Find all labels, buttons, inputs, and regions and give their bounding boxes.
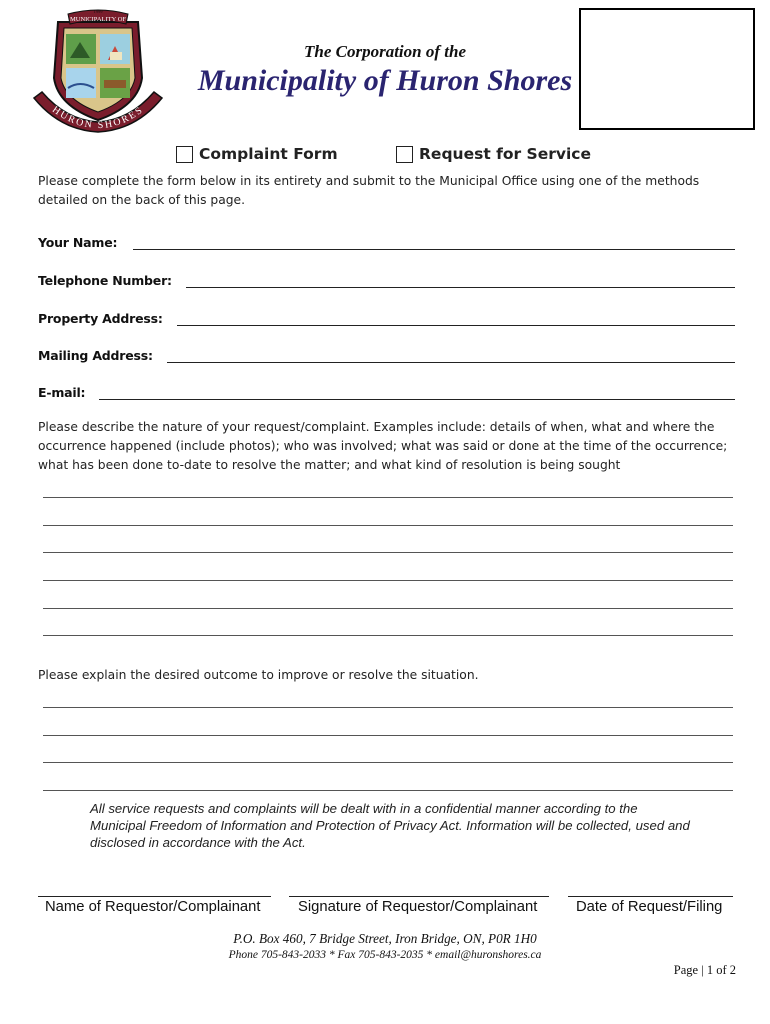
- description-line[interactable]: [43, 580, 733, 581]
- checkbox-box[interactable]: [176, 146, 193, 163]
- outcome-prompt: Please explain the desired outcome to improve or resolve the situation.: [38, 668, 479, 682]
- describe-prompt: Please describe the nature of your request/complaint. Examples include: details of when, what and where the occurrence happened (include photos); who was involved; what was said or done at the time of the occurrence; what has been done to-date to resolve the matter; and what kind of resolution is being sought: [38, 420, 728, 472]
- crest-year: 1999: [93, 9, 103, 14]
- your-name-field[interactable]: [133, 229, 735, 250]
- description-line[interactable]: [43, 635, 733, 636]
- email-label: E-mail:: [38, 385, 86, 400]
- your-name-label: Your Name:: [38, 235, 118, 250]
- outcome-line[interactable]: [43, 790, 733, 791]
- telephone-label: Telephone Number:: [38, 273, 172, 288]
- intro-instructions: Please complete the form below in its entirety and submit to the Municipal Office using one of the methods detailed on the back of this page.: [38, 174, 700, 207]
- date-signature-line[interactable]: [568, 896, 733, 897]
- office-use-stamp-box: [579, 8, 755, 130]
- privacy-notice: All service requests and complaints will be dealt with in a confidential manner according to the Municipal Freedom of Information and Protection of Privacy Act. Information will be collected, used and disclosed in accordance with the Act.: [90, 801, 690, 850]
- crest-top-text: MUNICIPALITY OF: [69, 16, 127, 23]
- mailing-address-field[interactable]: [167, 342, 735, 363]
- telephone-field[interactable]: [186, 267, 735, 288]
- crest-banner-text: HURON SHORES: [50, 104, 146, 132]
- page-number: Page | 1 of 2: [673, 963, 736, 977]
- property-address-label: Property Address:: [38, 311, 163, 326]
- signature-line[interactable]: [289, 896, 549, 897]
- complaint-form-label: Complaint Form: [199, 145, 338, 163]
- footer-contact: Phone 705-843-2033 * Fax 705-843-2035 * email@huronshores.ca: [228, 949, 542, 961]
- municipality-title: Municipality of Huron Shores: [197, 64, 573, 97]
- property-address-field[interactable]: [177, 305, 735, 326]
- email-row: [38, 380, 735, 400]
- telephone-row: [38, 268, 735, 288]
- description-line[interactable]: [43, 552, 733, 553]
- mailing-address-row: [38, 343, 735, 363]
- complaint-form-checkbox[interactable]: [176, 143, 338, 165]
- description-line[interactable]: [43, 497, 733, 498]
- date-of-request-label: Date of Request/Filing: [576, 899, 723, 915]
- name-of-requestor-label: Name of Requestor/Complainant: [45, 899, 261, 915]
- request-for-service-label: Request for Service: [419, 145, 591, 163]
- request-for-service-checkbox[interactable]: [396, 143, 591, 165]
- property-address-row: [38, 306, 735, 326]
- email-field[interactable]: [99, 379, 735, 400]
- description-line[interactable]: [43, 608, 733, 609]
- municipal-crest-logo: [30, 8, 165, 133]
- checkbox-box[interactable]: [396, 146, 413, 163]
- mailing-address-label: Mailing Address:: [38, 348, 153, 363]
- name-signature-line[interactable]: [38, 896, 271, 897]
- your-name-row: [38, 230, 735, 250]
- description-line[interactable]: [43, 525, 733, 526]
- corporation-line: The Corporation of the: [304, 42, 466, 61]
- footer-address: P.O. Box 460, 7 Bridge Street, Iron Bridge, ON, P0R 1H0: [233, 931, 537, 946]
- outcome-line[interactable]: [43, 735, 733, 736]
- outcome-line[interactable]: [43, 707, 733, 708]
- signature-of-requestor-label: Signature of Requestor/Complainant: [298, 899, 538, 915]
- outcome-line[interactable]: [43, 762, 733, 763]
